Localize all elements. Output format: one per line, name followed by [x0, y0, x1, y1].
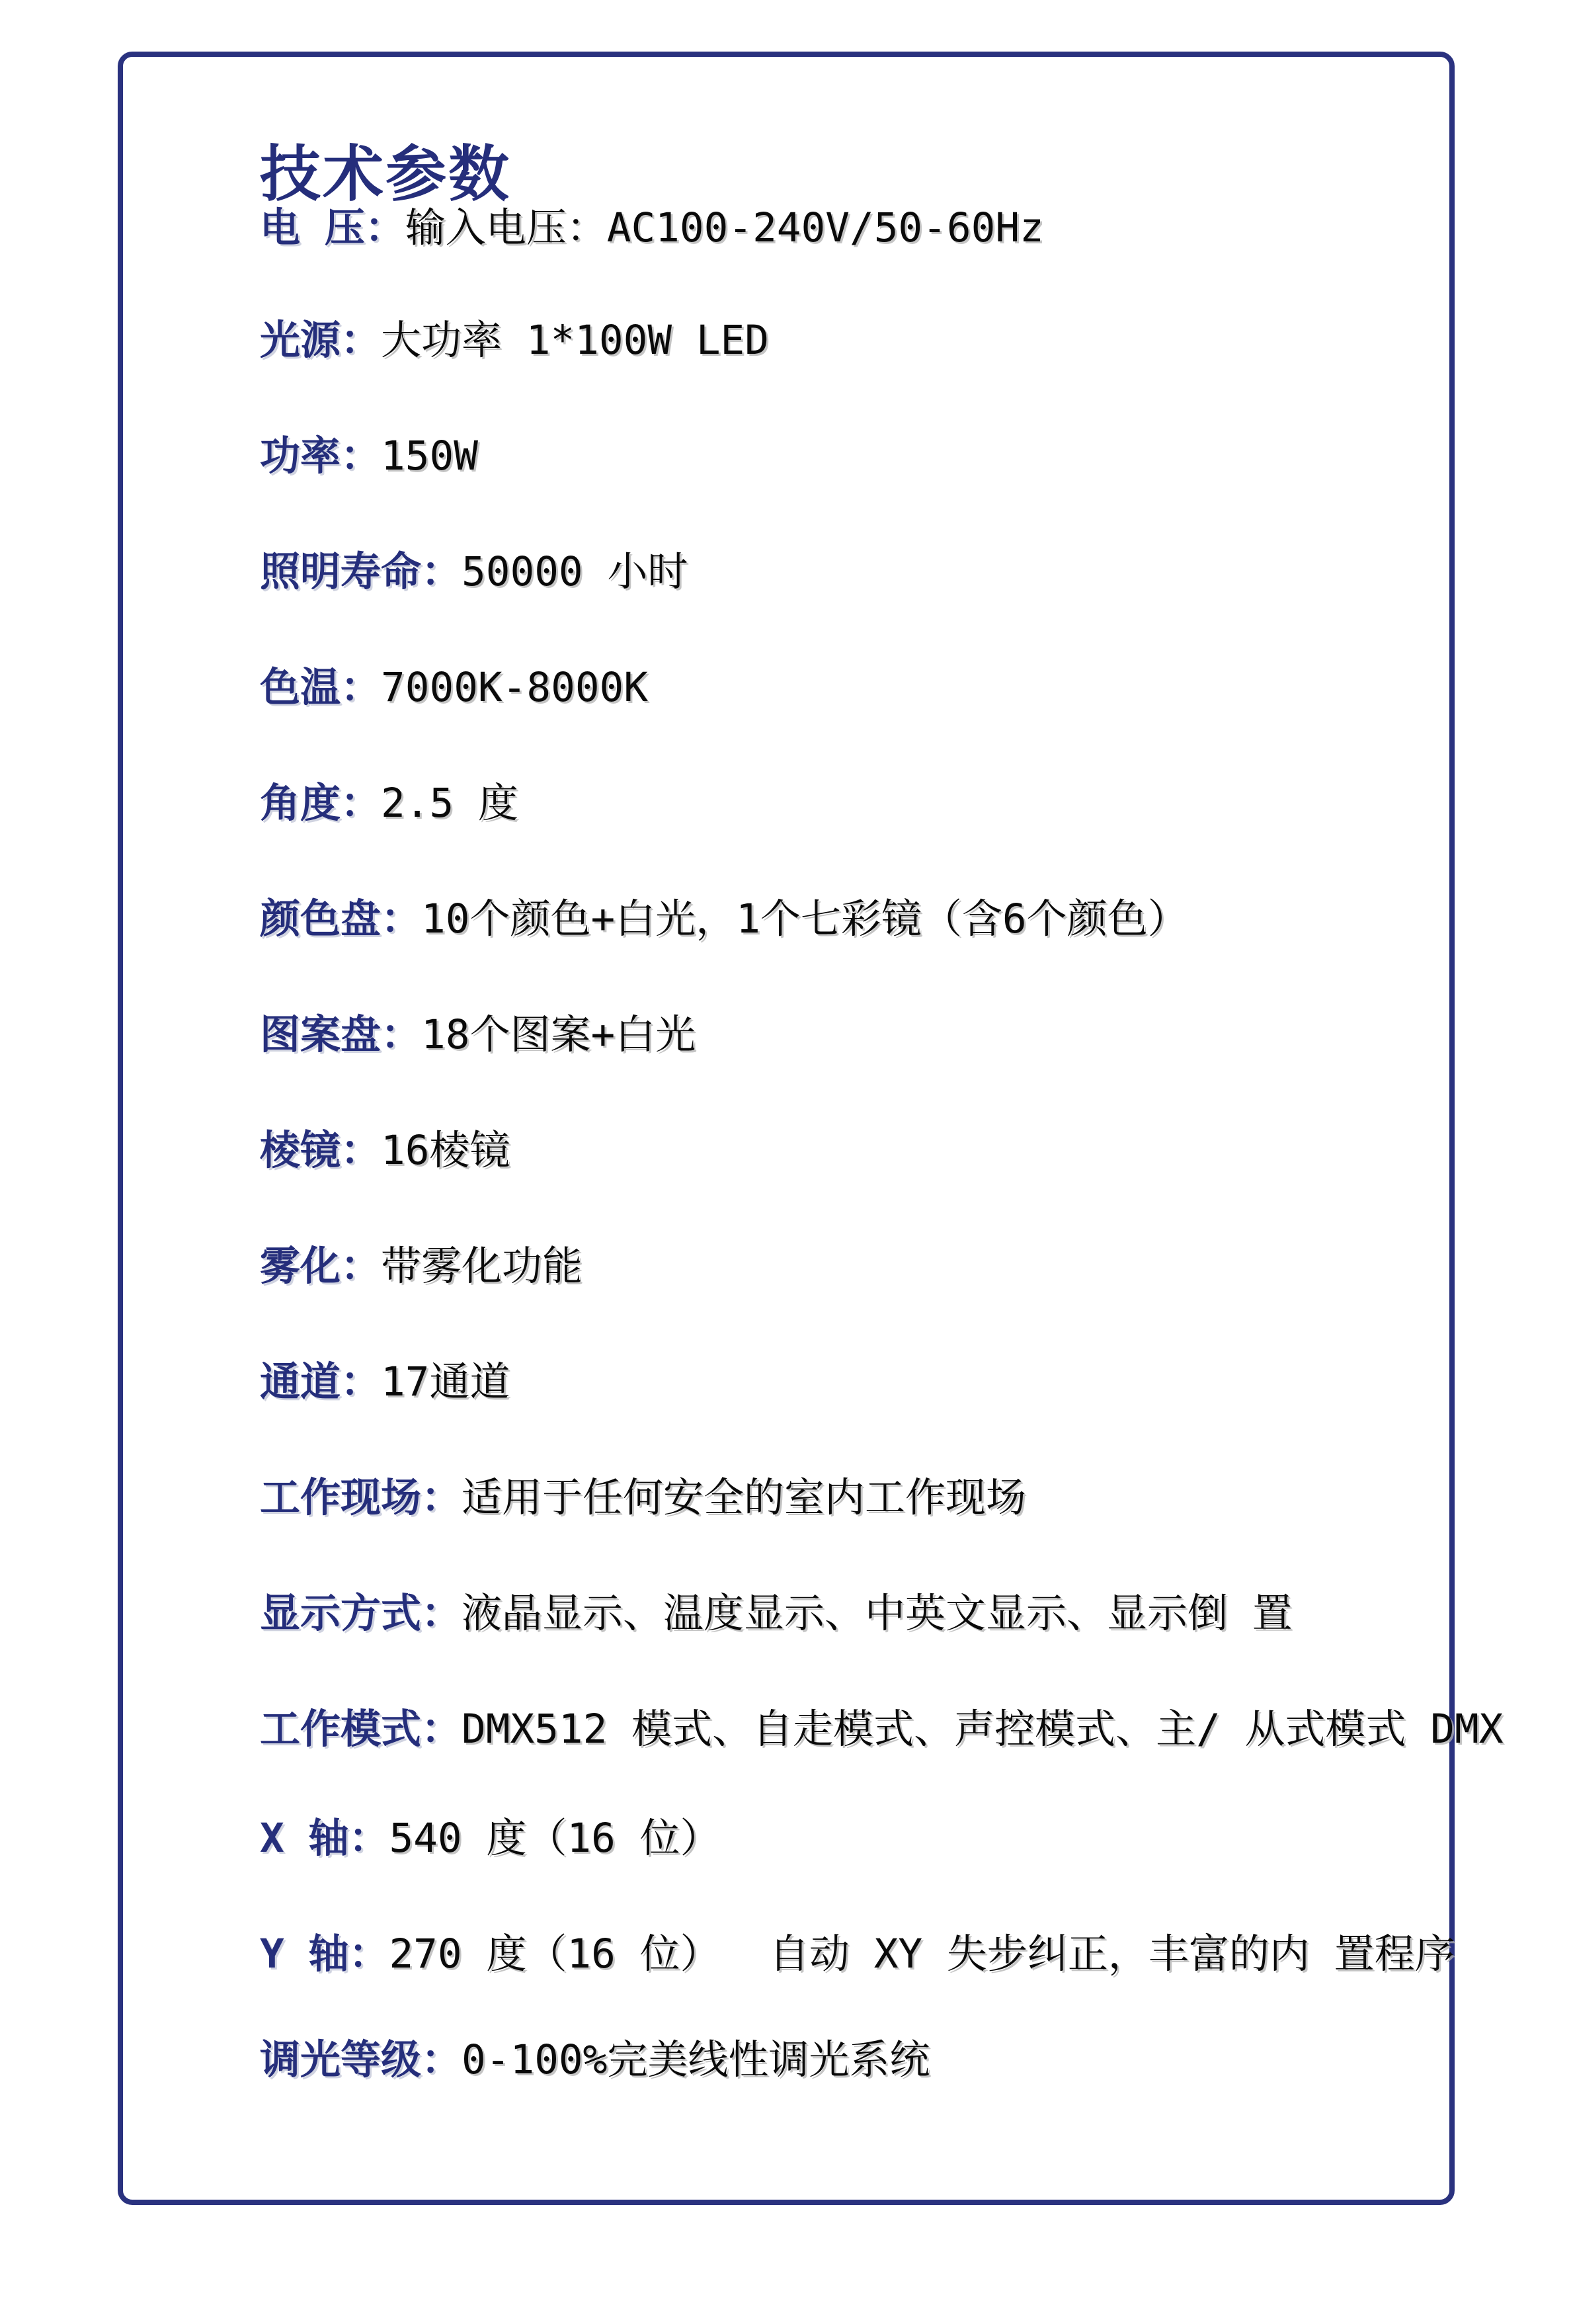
spec-value: 2.5 度 [381, 780, 518, 827]
spec-row [260, 778, 518, 829]
spec-value: 0-100%完美线性调光系统 [462, 2036, 930, 2083]
spec-label: 棱镜： [260, 1127, 382, 1174]
spec-label: 图案盘： [260, 1011, 422, 1058]
spec-value: 7000K-8000K [381, 664, 648, 711]
spec-label: 色温： [260, 664, 382, 711]
spec-row [260, 431, 478, 482]
spec-value: 18个图案+白光 [421, 1011, 696, 1058]
spec-row [260, 1009, 696, 1061]
spec-value: 大功率 1*100W LED [381, 317, 769, 364]
spec-sheet-frame [118, 52, 1504, 2205]
spec-row [260, 1813, 721, 1864]
spec-value: 17通道 [381, 1358, 510, 1405]
spec-row [260, 315, 769, 366]
spec-label: 颜色盘： [260, 895, 422, 942]
spec-label: 工作模式： [260, 1706, 462, 1753]
spec-label: 工作现场： [260, 1474, 462, 1521]
spec-row [260, 2034, 930, 2086]
spec-label: 调光等级： [260, 2036, 462, 2083]
spec-value: 50000 小时 [462, 548, 688, 595]
spec-row [260, 893, 1188, 945]
spec-row [260, 1241, 583, 1292]
spec-value: 带雾化功能 [381, 1243, 583, 1290]
spec-row [260, 662, 648, 714]
spec-value: 10个颜色+白光，1个七彩镜（含6个颜色） [421, 895, 1188, 942]
spec-row [260, 1588, 1293, 1639]
spec-label: Y 轴： [260, 1930, 389, 1977]
spec-label: 通道： [260, 1358, 382, 1405]
spec-row [260, 1704, 1503, 1755]
spec-value: 540 度（16 位） [389, 1815, 721, 1862]
spec-value: 适用于任何安全的室内工作现场 [462, 1474, 1027, 1521]
spec-label: 光源： [260, 317, 382, 364]
spec-value: DMX512 模式、自走模式、声控模式、主/ 从式模式 DMX [462, 1706, 1504, 1753]
spec-row [260, 1356, 510, 1408]
page-title: 技术参数 [260, 138, 512, 210]
spec-label: 功率： [260, 433, 382, 479]
spec-label: 雾化： [260, 1243, 382, 1290]
spec-value: 270 度（16 位） 自动 XY 失步纠正，丰富的内 置程序 [389, 1930, 1455, 1977]
spec-row [260, 546, 688, 598]
spec-value: 16棱镜 [381, 1127, 510, 1174]
spec-label: 显示方式： [260, 1590, 462, 1637]
spec-row [260, 1125, 510, 1177]
spec-label: 角度： [260, 780, 382, 827]
spec-row [260, 1929, 1455, 1980]
spec-label: 电 压： [260, 204, 405, 251]
spec-row [260, 202, 1044, 254]
spec-row [260, 1472, 1026, 1524]
spec-label: 照明寿命： [260, 548, 462, 595]
spec-value: 输入电压：AC100-240V/50-60Hz [405, 204, 1044, 251]
spec-label: X 轴： [260, 1815, 389, 1862]
spec-value: 液晶显示、温度显示、中英文显示、显示倒 置 [462, 1590, 1293, 1637]
spec-value: 150W [381, 433, 478, 479]
